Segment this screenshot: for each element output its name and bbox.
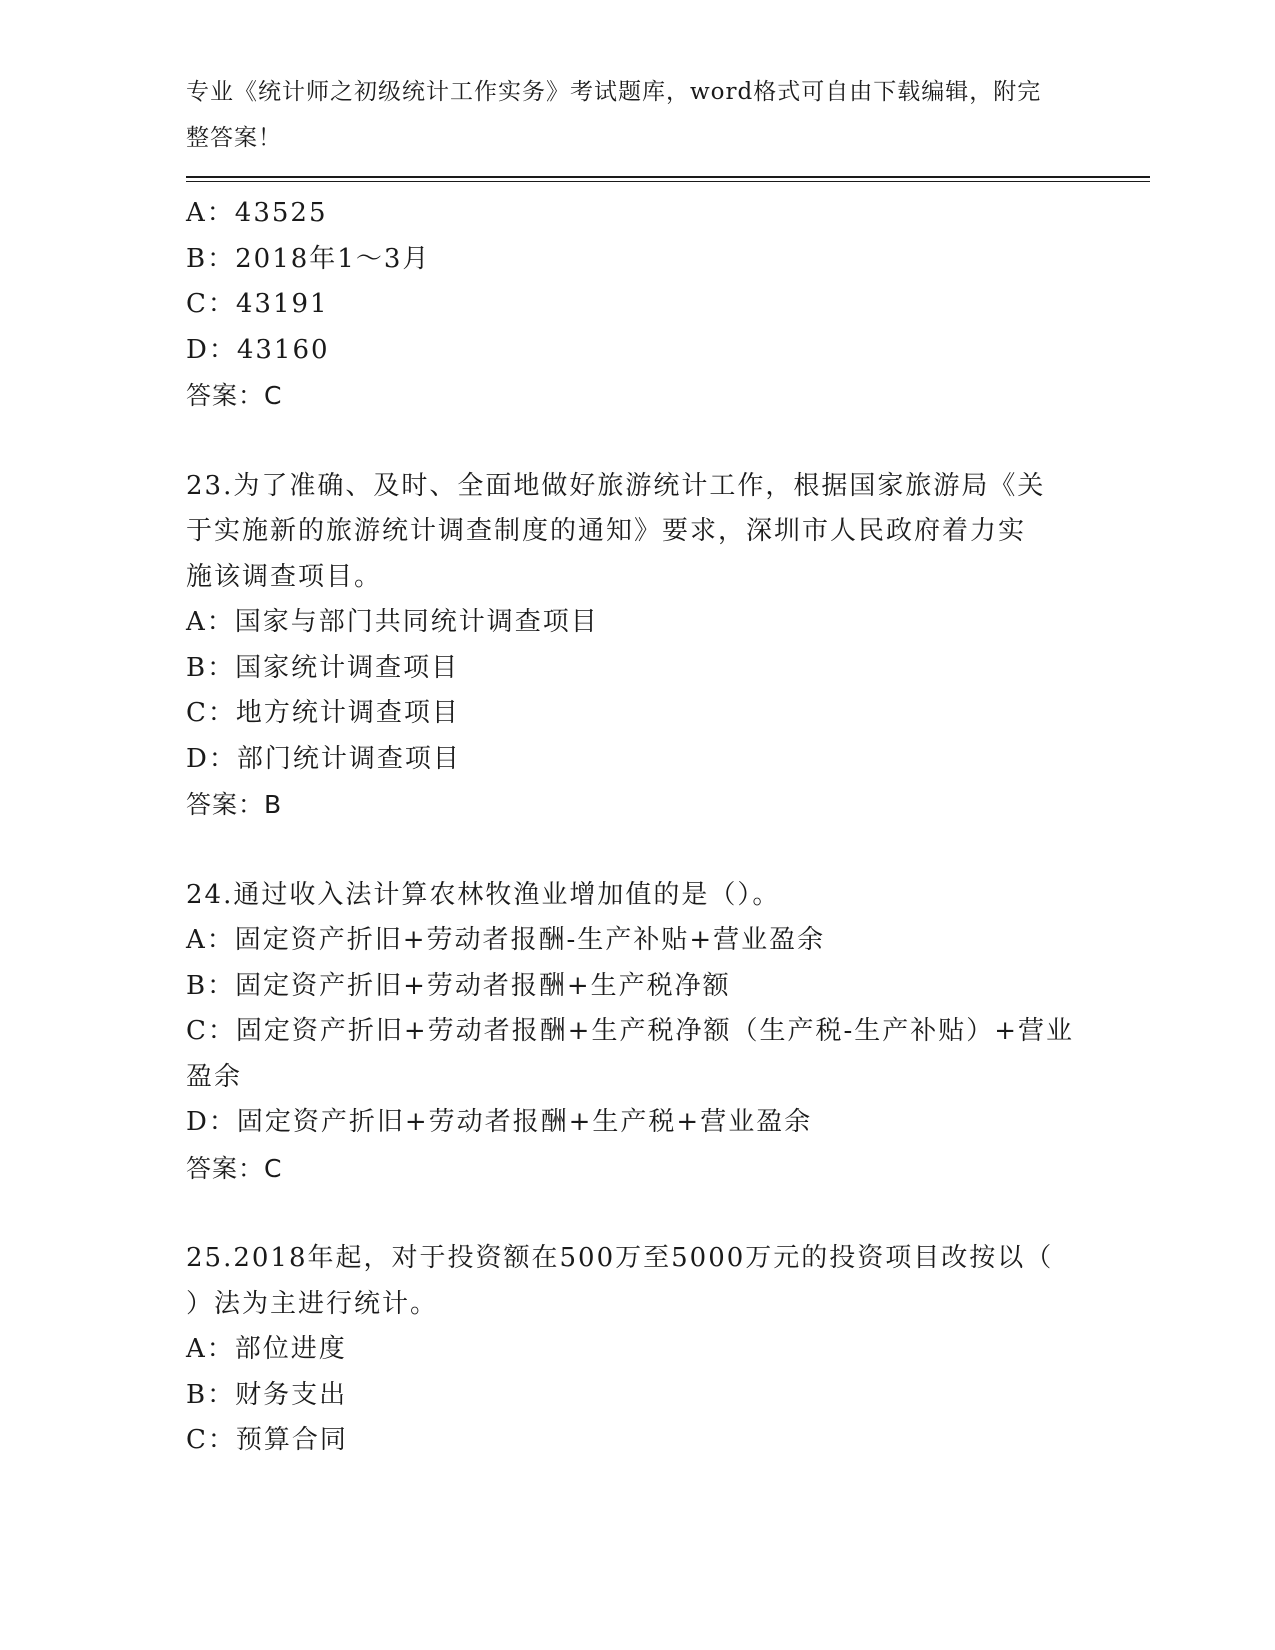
header-line-2: 整答案！ bbox=[186, 124, 282, 151]
question-23 bbox=[186, 464, 1086, 828]
option-b: B：固定资产折旧+劳动者报酬+生产税净额 bbox=[186, 970, 731, 1001]
option-c: C：43191 bbox=[186, 289, 329, 319]
option-b: B：国家统计调查项目 bbox=[186, 652, 460, 683]
header-divider bbox=[186, 176, 1150, 178]
option-d: D：固定资产折旧+劳动者报酬+生产税+营业盈余 bbox=[186, 1107, 813, 1137]
spacer bbox=[186, 419, 1086, 464]
question-stem: 施该调查项目。 bbox=[186, 561, 383, 592]
option-d: D：部门统计调查项目 bbox=[186, 743, 461, 774]
question-stem: 24.通过收入法计算农林牧渔业增加值的是（）。 bbox=[186, 879, 781, 910]
question-24 bbox=[186, 873, 1086, 1192]
option-a: A：固定资产折旧+劳动者报酬-生产补贴+营业盈余 bbox=[186, 925, 826, 955]
header-line-1: 专业《统计师之初级统计工作实务》考试题库，word格式可自由下载编辑，附完 bbox=[186, 79, 1042, 105]
previous-question-block bbox=[186, 191, 1086, 419]
option-b: B：2018年1～3月 bbox=[186, 243, 431, 274]
question-25 bbox=[186, 1236, 1086, 1464]
option-c: C：预算合同 bbox=[186, 1425, 348, 1455]
option-d: D：43160 bbox=[186, 334, 330, 365]
spacer bbox=[186, 1191, 1086, 1236]
option-c: C：固定资产折旧+劳动者报酬+生产税净额（生产税-生产补贴）+营业 bbox=[186, 1016, 1075, 1046]
answer-line: 答案：B bbox=[186, 790, 283, 819]
question-stem: ）法为主进行统计。 bbox=[186, 1288, 439, 1319]
option-a: A：43525 bbox=[186, 198, 328, 228]
page-header bbox=[186, 70, 1066, 161]
header-divider-thin bbox=[186, 181, 1150, 182]
option-c: C：地方统计调查项目 bbox=[186, 698, 460, 728]
answer-line: 答案：C bbox=[186, 1153, 283, 1183]
question-list bbox=[186, 191, 1086, 1464]
option-b: B：财务支出 bbox=[186, 1379, 348, 1410]
answer-line: 答案：C bbox=[186, 381, 283, 410]
question-stem: 于实施新的旅游统计调查制度的通知》要求，深圳市人民政府着力实 bbox=[186, 516, 1027, 546]
option-a: A：部位进度 bbox=[186, 1334, 347, 1364]
spacer bbox=[186, 828, 1086, 873]
question-stem: 23.为了准确、及时、全面地做好旅游统计工作，根据国家旅游局《关 bbox=[186, 470, 1046, 501]
question-stem: 25.2018年起，对于投资额在500万至5000万元的投资项目改按以（ bbox=[186, 1243, 1054, 1273]
option-a: A：国家与部门共同统计调查项目 bbox=[186, 607, 599, 637]
option-c-continued: 盈余 bbox=[186, 1061, 243, 1092]
